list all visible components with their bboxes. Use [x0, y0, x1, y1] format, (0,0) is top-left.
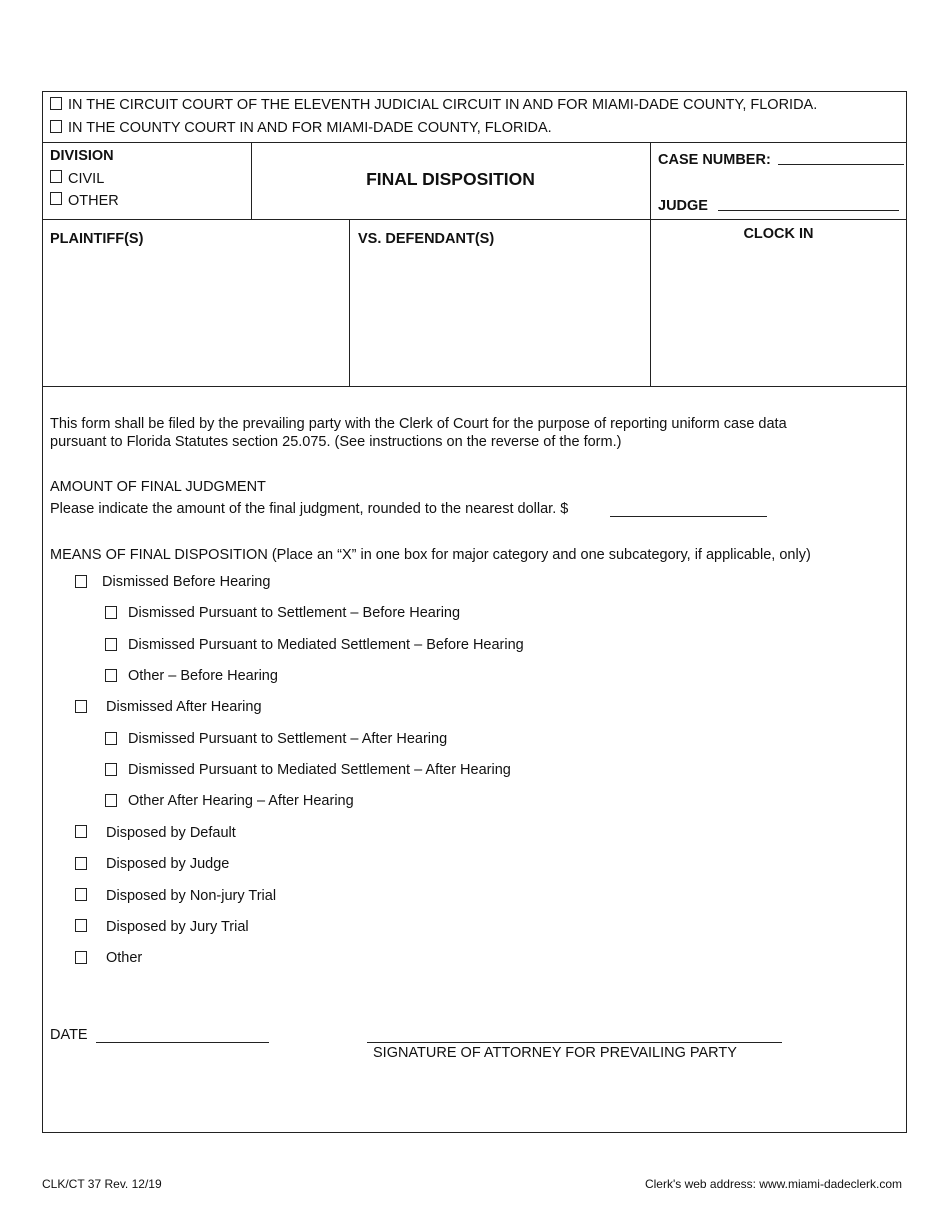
- option-label: Other – Before Hearing: [128, 668, 278, 684]
- circuit-court-label: IN THE CIRCUIT COURT OF THE ELEVENTH JUDICIAL CIRCUIT IN AND FOR MIAMI-DADE COUNTY, FLORIDA.: [68, 97, 818, 113]
- option-label: Disposed by Non-jury Trial: [106, 888, 277, 904]
- divider-line: [42, 142, 907, 143]
- amount-heading: AMOUNT OF FINAL JUDGMENT: [50, 479, 266, 495]
- option-checkbox[interactable]: [75, 575, 87, 588]
- county-court-label: IN THE COUNTY COURT IN AND FOR MIAMI-DADE COUNTY, FLORIDA.: [68, 120, 552, 136]
- option-label: Dismissed Before Hearing: [102, 574, 271, 590]
- option-label: Dismissed After Hearing: [106, 699, 262, 715]
- option-checkbox[interactable]: [75, 857, 87, 870]
- clerk-web-address: Clerk's web address: www.miami-dadeclerk.com: [644, 1177, 902, 1191]
- option-checkbox[interactable]: [105, 606, 117, 619]
- option-checkbox[interactable]: [75, 919, 87, 932]
- option-checkbox[interactable]: [75, 825, 87, 838]
- option-checkbox[interactable]: [105, 669, 117, 682]
- option-label: Dismissed Pursuant to Settlement – After Hearing: [128, 731, 448, 747]
- clock-in-label: CLOCK IN: [743, 226, 814, 242]
- divider-line: [42, 386, 907, 387]
- amount-field[interactable]: [610, 516, 767, 517]
- option-label: Disposed by Jury Trial: [106, 919, 249, 935]
- option-label: Disposed by Judge: [106, 856, 230, 872]
- date-field[interactable]: [96, 1042, 269, 1043]
- judge-label: JUDGE: [658, 198, 708, 214]
- divider-line: [42, 219, 907, 220]
- option-label: Dismissed Pursuant to Mediated Settlement – After Hearing: [128, 762, 511, 778]
- civil-checkbox[interactable]: [50, 170, 62, 183]
- amount-prompt: Please indicate the amount of the final judgment, rounded to the nearest dollar. $: [50, 501, 569, 517]
- form-title: FINAL DISPOSITION: [366, 169, 535, 189]
- option-checkbox[interactable]: [75, 951, 87, 964]
- other-division-label: OTHER: [68, 193, 119, 209]
- case-number-field[interactable]: [778, 164, 904, 165]
- divider-line: [349, 219, 350, 386]
- option-label: Other After Hearing – After Hearing: [128, 793, 354, 809]
- circuit-court-checkbox[interactable]: [50, 97, 62, 110]
- option-checkbox[interactable]: [105, 763, 117, 776]
- judge-field[interactable]: [718, 210, 899, 211]
- date-label: DATE: [50, 1027, 88, 1043]
- option-label: Disposed by Default: [106, 825, 236, 841]
- other-division-checkbox[interactable]: [50, 192, 62, 205]
- option-label: Dismissed Pursuant to Mediated Settlement – Before Hearing: [128, 637, 524, 653]
- signature-label: SIGNATURE OF ATTORNEY FOR PREVAILING PARTY: [373, 1045, 737, 1061]
- instructions-line-2: pursuant to Florida Statutes section 25.075. (See instructions on the reverse of the form.): [50, 434, 622, 450]
- signature-line[interactable]: [367, 1042, 782, 1043]
- divider-line: [650, 142, 651, 386]
- means-heading: MEANS OF FINAL DISPOSITION (Place an “X” in one box for major category and one subcategory, if applicable, only): [50, 547, 811, 563]
- option-checkbox[interactable]: [75, 700, 87, 713]
- option-checkbox[interactable]: [105, 732, 117, 745]
- case-number-label: CASE NUMBER:: [658, 152, 771, 168]
- civil-label: CIVIL: [68, 171, 105, 187]
- option-label: Other: [106, 950, 143, 966]
- option-checkbox[interactable]: [75, 888, 87, 901]
- form-code: CLK/CT 37 Rev. 12/19: [42, 1177, 162, 1191]
- defendants-label: VS. DEFENDANT(S): [358, 231, 495, 247]
- division-label: DIVISION: [50, 148, 114, 164]
- instructions-line-1: This form shall be filed by the prevailing party with the Clerk of Court for the purpose of reporting uniform case data: [50, 416, 787, 432]
- option-label: Dismissed Pursuant to Settlement – Before Hearing: [128, 605, 461, 621]
- plaintiffs-label: PLAINTIFF(S): [50, 231, 144, 247]
- county-court-checkbox[interactable]: [50, 120, 62, 133]
- option-checkbox[interactable]: [105, 794, 117, 807]
- option-checkbox[interactable]: [105, 638, 117, 651]
